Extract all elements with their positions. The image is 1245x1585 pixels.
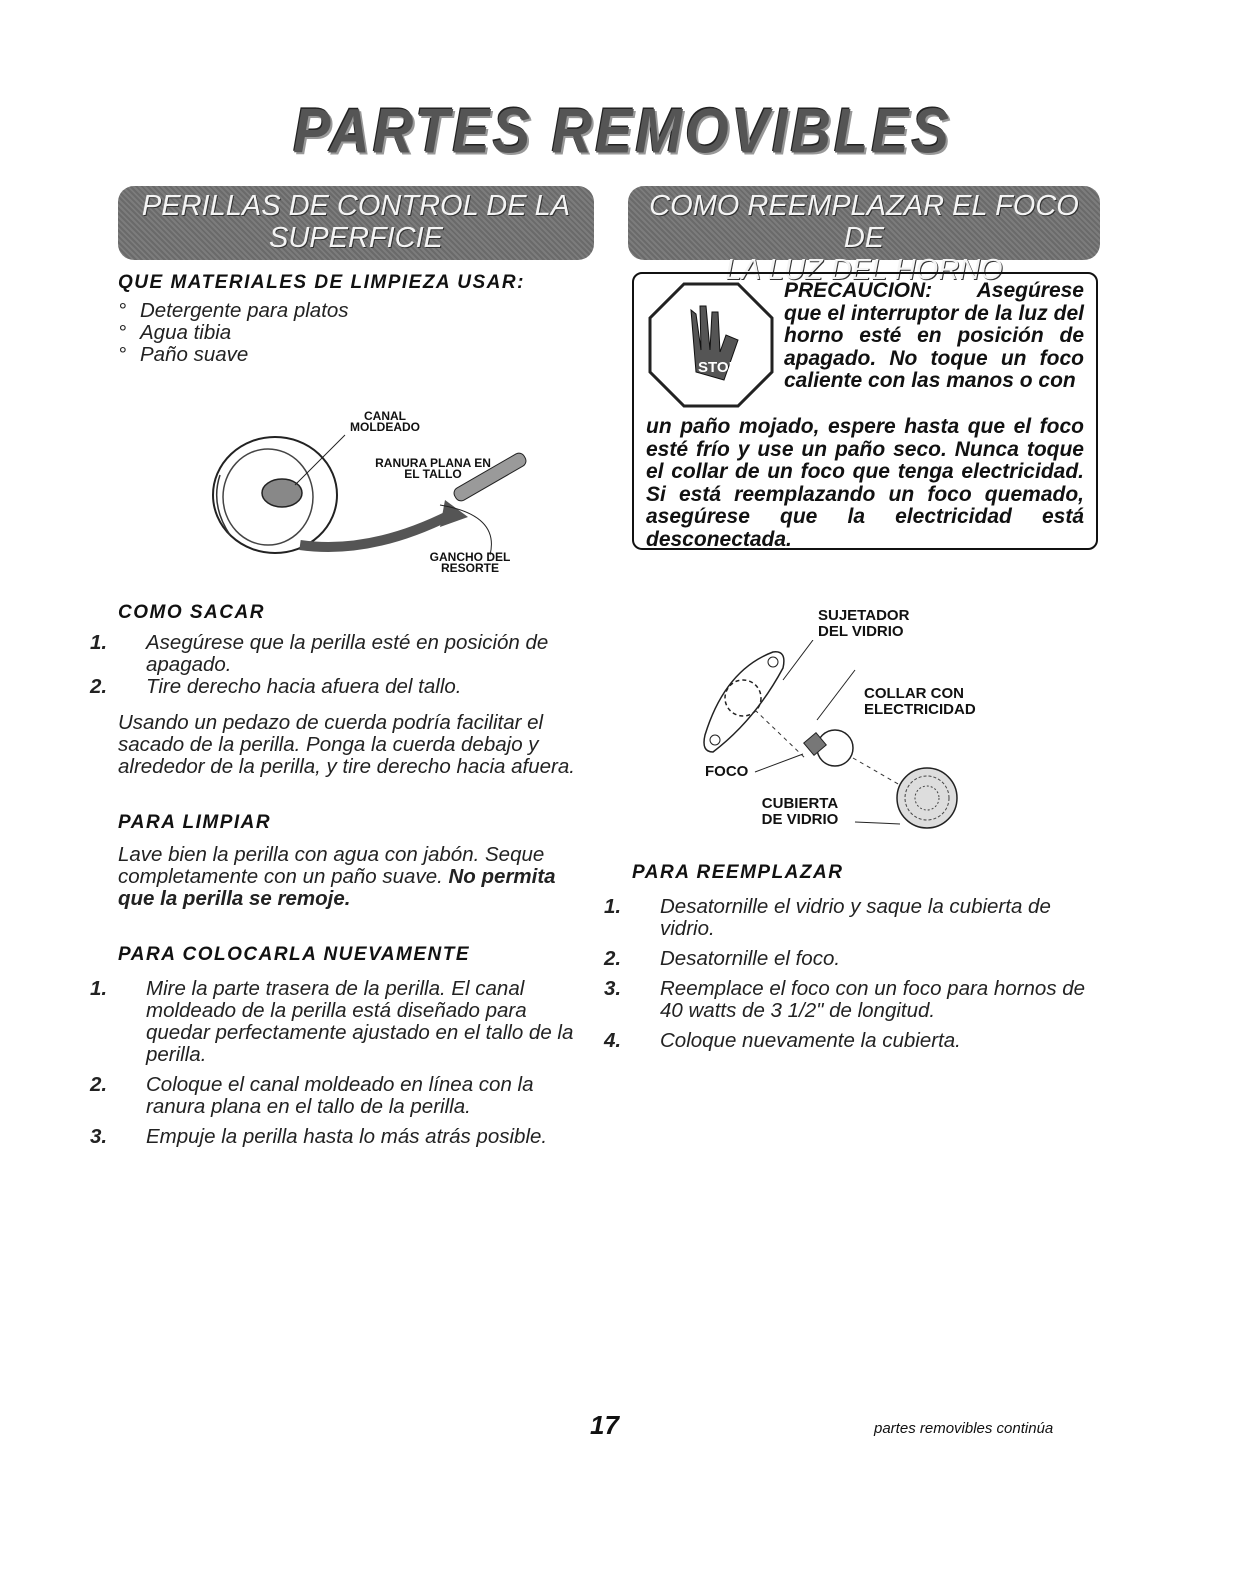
- list-item: 1. Desatornille el vidrio y saque la cubierta de vidrio.: [604, 895, 1051, 940]
- replace-bulb-steps: [604, 895, 1098, 1052]
- diagram-label-foco: FOCO: [705, 763, 749, 780]
- list-item: 2. Desatornille el foco.: [604, 947, 841, 970]
- diagram-label-sujetador: SUJETADOR DEL VIDRIO: [818, 607, 910, 640]
- list-item: ° Detergente para platos: [118, 299, 349, 322]
- remove-heading: COMO SACAR: [118, 602, 265, 623]
- materials-heading: QUE MATERIALES DE LIMPIEZA USAR:: [118, 272, 525, 293]
- list-item: 1. Asegúrese que la perilla esté en posición de apagado.: [90, 631, 549, 676]
- list-item: 1. Mire la parte trasera de la perilla. El canal moldeado de la perilla está diseñado para quedar perfectamente ajustado en el tallo de la perilla.: [90, 977, 574, 1066]
- diagram-label-cubierta: CUBIERTA DE VIDRIO: [761, 795, 839, 828]
- banner-line-2: LA LUZ DEL HORNO: [725, 254, 1003, 286]
- materials-list: [118, 300, 538, 366]
- replace-knob-heading: PARA COLOCARLA NUEVAMENTE: [118, 944, 471, 965]
- diagram-label-canal: CANAL MOLDEADO: [350, 409, 420, 434]
- list-item: 4. Coloque nuevamente la cubierta.: [604, 1029, 961, 1052]
- list-item: 3. Empuje la perilla hasta lo más atrás posible.: [90, 1125, 548, 1148]
- section-banner-knobs: [118, 186, 594, 260]
- list-item: 2. Tire derecho hacia afuera del tallo.: [90, 675, 462, 698]
- clean-instructions: Lave bien la perilla con agua con jabón. Seque completamente con un paño suave.: [118, 843, 545, 888]
- clean-heading: PARA LIMPIAR: [118, 812, 272, 833]
- list-item: 2. Coloque el canal moldeado en línea con la ranura plana en el tallo de la perilla.: [90, 1073, 534, 1118]
- list-item: ° Paño suave: [118, 343, 249, 366]
- caution-rest: un paño mojado, espere hasta que el foco esté frío y use un paño seco. Nunca toque el collar de un foco que tenga electricidad. Si está reemplazando un foco quemado, asegúrese que la electricidad está desconectada.: [646, 415, 1084, 551]
- banner-line-1: COMO REEMPLAZAR EL FOCO DE: [649, 190, 1079, 254]
- page-title: PARTES REMOVIBLES: [293, 95, 952, 166]
- section-banner-bulb: [628, 186, 1100, 286]
- diagram-label-collar: COLLAR CON ELECTRICIDAD: [864, 685, 976, 718]
- page-number: 17: [590, 1410, 619, 1440]
- stop-text: STOP!: [698, 359, 744, 376]
- remove-note: Usando un pedazo de cuerda podría facilitar el sacado de la perilla. Ponga la cuerda debajo y alrededor de la perilla, y tire derecho hacia afuera.: [118, 711, 575, 778]
- caution-lead: PRECAUCION: Asegúrese que el interruptor de la luz del horno esté en posición de apagado. No toque un foco caliente con las manos o con: [784, 279, 1084, 392]
- diagram-label-gancho: GANCHO DEL RESORTE: [429, 550, 511, 575]
- banner-line-1: PERILLAS DE CONTROL DE LA: [141, 190, 571, 222]
- replace-knob-steps: [90, 977, 586, 1148]
- banner-line-2: SUPERFICIE: [268, 222, 444, 254]
- caution-box: [632, 272, 1098, 550]
- stop-sign-icon: [646, 280, 784, 416]
- remove-steps: [90, 631, 588, 698]
- diagram-label-ranura: RANURA PLANA EN EL TALLO: [375, 456, 491, 481]
- clean-warning: No permita que la perilla se remoje.: [118, 865, 556, 910]
- list-item: 3. Reemplace el foco con un foco para hornos de 40 watts de 3 1/2" de longitud.: [604, 977, 1086, 1022]
- replace-bulb-heading: PARA REEMPLAZAR: [632, 862, 844, 883]
- clean-text: [118, 844, 588, 910]
- continued-note: partes removibles continúa: [874, 1420, 1054, 1437]
- list-item: ° Agua tibia: [118, 321, 232, 344]
